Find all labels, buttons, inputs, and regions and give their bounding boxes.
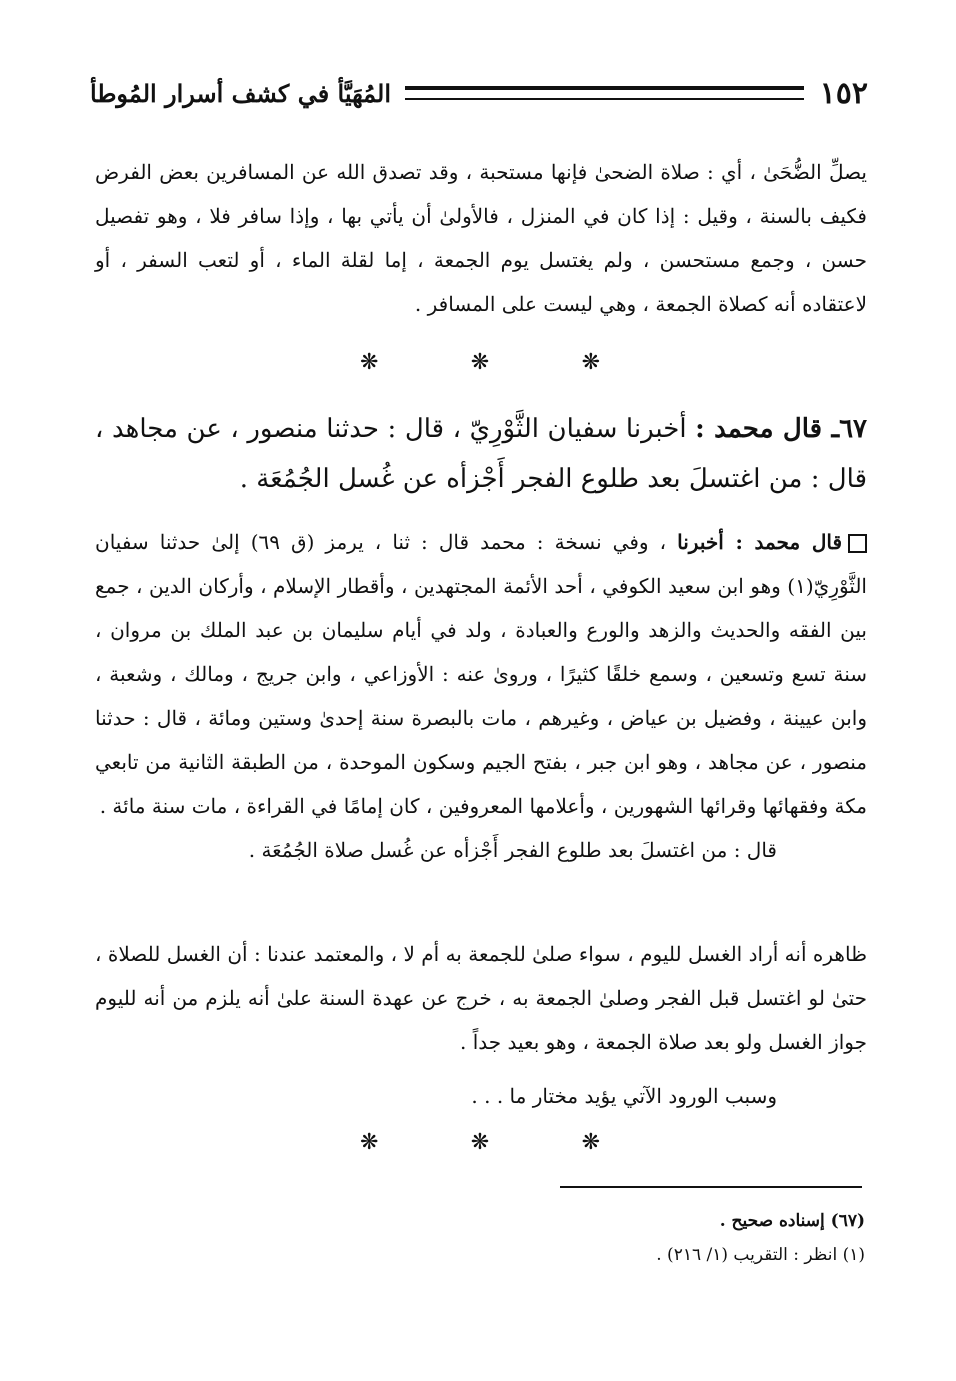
hadith-number-lead: ٦٧ـ قال محمد : (695, 414, 868, 444)
commentary-text: ، وفي نسخة : محمد قال : ثنا ، يرمز (ق ٦٩) إلىٰ حدثنا سفيان الثَّوْرِيّ(١) وهو ابن سعيد الكوفي ، أحد الأئمة المجتهدين ، وأقطار الإسلام ، وأركان الدين ، جمع بين الفقه والحديث والزهد والورع والعبادة ، ولد في أيام سليمان بن عبد الملك بن مروان ، سنة تسع وتسعين ، وسمع خلقًا كثيرًا ، وروىٰ عنه : الأوزاعي ، وابن جريج ، ومالك ، وشعبة ، وابن عيينة ، وفضيل بن عياض ، وغيرهم ، مات بالبصرة سنة إحدىٰ وستين ومائة ، قال : حدثنا منصور ، عن مجاهد ، وهو ابن جبر ، بفتح الجيم وسكون الموحدة ، من الطبقة الثانية من تابعي مكة وفقهائها وقرائها الشهورين ، وأعلامها المعروفين ، كان إمامًا في القراءة ، مات سنة مائة . (95, 530, 867, 818)
commentary-lead: قال محمد : أخبرنا (677, 530, 843, 554)
opening-paragraph-block (95, 150, 867, 326)
page-number: ١٥٢ (819, 75, 868, 111)
section-divider-2 (360, 1130, 600, 1155)
star-ornament-icon: ❋ (581, 350, 600, 375)
footnote-rule (560, 1186, 862, 1188)
footnotes (95, 1204, 865, 1272)
section-divider (360, 350, 600, 375)
hadith-block (95, 404, 867, 504)
book-title: المُهَيَّأ في كشف أسرار المُوطأ (90, 78, 391, 108)
page-header (90, 70, 868, 116)
footnote-67: (٦٧) إسناده صحيح . (719, 1211, 865, 1231)
square-marker-icon (848, 534, 867, 553)
discussion-block (95, 932, 867, 1118)
commentary-block (95, 520, 867, 872)
star-ornament-icon: ❋ (360, 1130, 379, 1155)
star-ornament-icon: ❋ (581, 1130, 600, 1155)
closing-line: وسبب الورود الآتي يؤيد مختار ما . . . (471, 1084, 777, 1108)
header-rule (405, 86, 804, 100)
hadith-body: أخبرنا سفيان الثَّوْرِيّ ، قال : حدثنا منصور ، عن مجاهد ، قال : من اغتسلَ بعد طلوع الفجر أَجْزأه عن غُسل الجُمُعَة . (95, 414, 867, 494)
commentary-paragraph (95, 520, 867, 828)
star-ornament-icon: ❋ (470, 1130, 490, 1155)
footnote-1: (١) انظر : التقريب (١/ ٢١٦) . (656, 1245, 865, 1265)
discussion-paragraph: ظاهره أنه أراد الغسل لليوم ، سواء صلىٰ للجمعة به أم لا ، والمعتمد عندنا : أن الغسل للصلاة ، حتىٰ لو اغتسل قبل الفجر وصلىٰ الجمعة به ، خرج عن عهدة السنة علىٰ أنه يلزم من أنه لليوم جواز الغسل ولو بعد صلاة الجمعة ، وهو بعيد جداً . (95, 942, 867, 1054)
quote-line: قال : من اغتسلَ بعد طلوع الفجر أَجْزأه عن غُسل صلاة الجُمُعَة . (248, 838, 777, 862)
opening-paragraph: يصلِّ الضُّحَىٰ ، أي : صلاة الضحىٰ فإنها مستحبة ، وقد تصدق الله عن المسافرين بعض الفرض فكيف بالسنة ، وقيل : إذا كان في المنزل ، فالأولىٰ أن يأتي بها ، وإذا سافر فلا ، وهو تفصيل حسن ، وجمع مستحسن ، ولم يغتسل يوم الجمعة ، إما لقلة الماء ، أو لتعب السفر ، أو لاعتقاده أنه كصلاة الجمعة ، وهي ليست على المسافر . (95, 160, 867, 316)
star-ornament-icon: ❋ (360, 350, 379, 375)
star-ornament-icon: ❋ (470, 350, 490, 375)
hadith-text (95, 404, 867, 504)
